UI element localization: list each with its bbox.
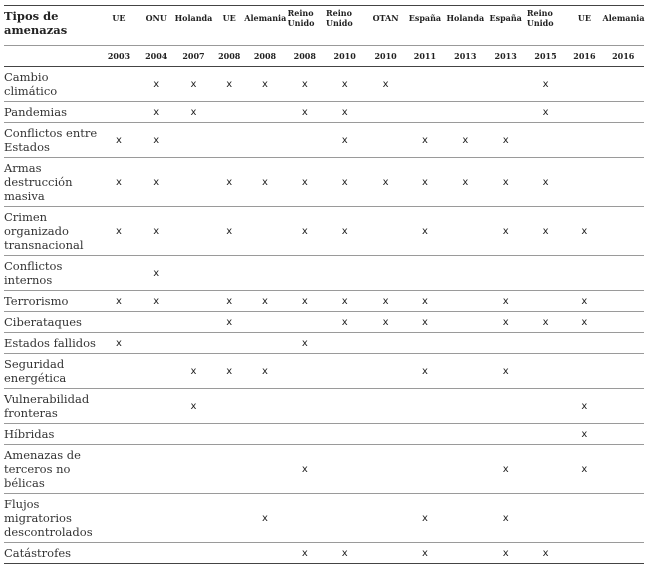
table-cell-mark (487, 102, 525, 123)
table-cell-mark (214, 123, 244, 158)
column-header-org: ONU (140, 6, 173, 46)
table-cell-mark (324, 494, 365, 543)
table-cell-mark (286, 312, 324, 333)
table-cell-mark (324, 333, 365, 354)
table-cell-mark (365, 123, 405, 158)
table-row (4, 158, 644, 207)
table-cell-mark: x (566, 291, 602, 312)
table-cell-mark (173, 123, 214, 158)
column-header-org: Alemania (244, 6, 285, 46)
table-cell-mark: x (566, 312, 602, 333)
table-cell-mark: x (324, 102, 365, 123)
column-header-year: 2013 (444, 46, 486, 67)
table-cell-mark (406, 445, 444, 494)
table-cell-mark (487, 256, 525, 291)
table-cell-mark (173, 291, 214, 312)
table-cell-mark (603, 102, 645, 123)
table-row (4, 102, 644, 123)
table-cell-mark: x (140, 123, 173, 158)
table-cell-mark (98, 67, 139, 102)
table-cell-mark (525, 424, 566, 445)
column-header-org: UE (566, 6, 602, 46)
table-cell-mark (140, 312, 173, 333)
table-cell-mark (244, 445, 285, 494)
threat-label: Conflictos entre Estados (4, 123, 98, 158)
table-cell-mark (98, 494, 139, 543)
table-cell-mark (140, 445, 173, 494)
threat-label: Amenazas de terceros no bélicas (4, 445, 98, 494)
table-cell-mark (603, 333, 645, 354)
table-cell-mark (444, 445, 486, 494)
table-cell-mark (244, 312, 285, 333)
table-cell-mark (603, 158, 645, 207)
table-cell-mark (487, 424, 525, 445)
table-cell-mark: x (98, 333, 139, 354)
column-header-year: 2003 (98, 46, 139, 67)
table-cell-mark (603, 494, 645, 543)
table-cell-mark: x (525, 543, 566, 564)
table-cell-mark (525, 256, 566, 291)
table-cell-mark (98, 102, 139, 123)
table-cell-mark (406, 256, 444, 291)
table-row (4, 123, 644, 158)
table-cell-mark (214, 102, 244, 123)
table-cell-mark: x (286, 543, 324, 564)
table-cell-mark: x (324, 123, 365, 158)
table-cell-mark (525, 291, 566, 312)
table-cell-mark: x (214, 207, 244, 256)
table-cell-mark: x (487, 543, 525, 564)
threat-label: Estados fallidos (4, 333, 98, 354)
table-cell-mark: x (406, 494, 444, 543)
table-cell-mark (140, 389, 173, 424)
table-cell-mark: x (487, 354, 525, 389)
table-cell-mark (98, 354, 139, 389)
table-cell-mark (406, 333, 444, 354)
table-cell-mark (603, 312, 645, 333)
column-header-org: Alemania (603, 6, 645, 46)
table-cell-mark (566, 333, 602, 354)
table-cell-mark (214, 445, 244, 494)
threat-label: Conflictos internos (4, 256, 98, 291)
threat-label: Crimen organizado transnacional (4, 207, 98, 256)
table-cell-mark (286, 256, 324, 291)
table-cell-mark (98, 543, 139, 564)
table-row (4, 291, 644, 312)
table-cell-mark: x (173, 354, 214, 389)
column-header-year: 2004 (140, 46, 173, 67)
table-cell-mark (324, 354, 365, 389)
table-cell-mark (244, 102, 285, 123)
table-cell-mark: x (406, 354, 444, 389)
table-cell-mark (140, 543, 173, 564)
table-cell-mark (444, 291, 486, 312)
table-cell-mark (566, 67, 602, 102)
table-cell-mark: x (487, 312, 525, 333)
table-cell-mark (406, 389, 444, 424)
table-cell-mark: x (140, 207, 173, 256)
table-cell-mark (406, 102, 444, 123)
column-header-org: España (487, 6, 525, 46)
table-cell-mark (365, 494, 405, 543)
table-cell-mark: x (365, 158, 405, 207)
table-cell-mark: x (444, 158, 486, 207)
table-cell-mark (173, 312, 214, 333)
table-cell-mark: x (173, 67, 214, 102)
table-cell-mark: x (244, 67, 285, 102)
table-cell-mark: x (214, 67, 244, 102)
table-cell-mark: x (487, 494, 525, 543)
table-cell-mark (214, 389, 244, 424)
table-cell-mark (444, 67, 486, 102)
table-cell-mark (244, 424, 285, 445)
column-header-year: 2010 (365, 46, 405, 67)
table-cell-mark: x (487, 445, 525, 494)
table-cell-mark: x (324, 312, 365, 333)
table-cell-mark: x (244, 494, 285, 543)
year-header-empty (4, 46, 98, 67)
column-header-year: 2008 (244, 46, 285, 67)
table-cell-mark: x (324, 207, 365, 256)
table-cell-mark: x (365, 67, 405, 102)
column-header-year: 2007 (173, 46, 214, 67)
column-header-org: UE (98, 6, 139, 46)
table-cell-mark (98, 445, 139, 494)
table-cell-mark (365, 102, 405, 123)
table-cell-mark (444, 312, 486, 333)
table-cell-mark (286, 389, 324, 424)
table-cell-mark (365, 256, 405, 291)
column-header-year: 2016 (603, 46, 645, 67)
table-cell-mark (603, 445, 645, 494)
table-cell-mark (214, 256, 244, 291)
table-cell-mark: x (98, 123, 139, 158)
table-cell-mark: x (487, 158, 525, 207)
table-cell-mark (173, 494, 214, 543)
table-cell-mark: x (324, 67, 365, 102)
table-row (4, 256, 644, 291)
column-header-org: UE (214, 6, 244, 46)
column-header-year: 2008 (214, 46, 244, 67)
table-cell-mark (365, 333, 405, 354)
table-cell-mark (603, 354, 645, 389)
threat-label: Seguridad energética (4, 354, 98, 389)
table-cell-mark (487, 389, 525, 424)
table-cell-mark: x (444, 123, 486, 158)
table-cell-mark (140, 354, 173, 389)
table-cell-mark: x (286, 291, 324, 312)
column-header-org: Holanda (173, 6, 214, 46)
table-cell-mark (444, 494, 486, 543)
table-cell-mark: x (286, 445, 324, 494)
table-cell-mark: x (214, 312, 244, 333)
table-cell-mark (525, 123, 566, 158)
column-header-year: 2013 (487, 46, 525, 67)
table-cell-mark (173, 333, 214, 354)
table-cell-mark: x (324, 291, 365, 312)
threat-label: Cambio climático (4, 67, 98, 102)
threats-table-container (4, 5, 644, 564)
table-cell-mark (603, 67, 645, 102)
table-cell-mark (324, 256, 365, 291)
table-cell-mark: x (140, 102, 173, 123)
table-cell-mark: x (173, 102, 214, 123)
table-cell-mark (140, 494, 173, 543)
table-cell-mark (173, 424, 214, 445)
table-cell-mark (406, 67, 444, 102)
column-header-year: 2015 (525, 46, 566, 67)
column-header-year: 2008 (286, 46, 324, 67)
table-cell-mark: x (525, 158, 566, 207)
table-cell-mark (173, 543, 214, 564)
table-cell-mark: x (140, 291, 173, 312)
table-cell-mark (286, 123, 324, 158)
column-header-org: España (406, 6, 444, 46)
table-row (4, 354, 644, 389)
table-cell-mark: x (214, 291, 244, 312)
table-cell-mark (365, 543, 405, 564)
table-cell-mark (525, 494, 566, 543)
table-cell-mark: x (140, 256, 173, 291)
table-cell-mark: x (525, 67, 566, 102)
threats-table (4, 5, 644, 564)
table-cell-mark: x (406, 123, 444, 158)
table-cell-mark (244, 256, 285, 291)
table-cell-mark: x (365, 312, 405, 333)
table-cell-mark: x (286, 333, 324, 354)
table-cell-mark (214, 494, 244, 543)
table-cell-mark (603, 424, 645, 445)
table-cell-mark: x (244, 354, 285, 389)
table-cell-mark (98, 312, 139, 333)
table-cell-mark: x (98, 291, 139, 312)
table-cell-mark (173, 256, 214, 291)
table-cell-mark: x (566, 207, 602, 256)
table-cell-mark (566, 123, 602, 158)
table-cell-mark: x (98, 207, 139, 256)
table-cell-mark (244, 543, 285, 564)
table-cell-mark (286, 424, 324, 445)
table-cell-mark (244, 389, 285, 424)
table-row (4, 207, 644, 256)
table-cell-mark (324, 389, 365, 424)
table-cell-mark (566, 494, 602, 543)
table-cell-mark (365, 354, 405, 389)
table-cell-mark: x (566, 389, 602, 424)
table-cell-mark: x (214, 354, 244, 389)
table-cell-mark (365, 389, 405, 424)
table-cell-mark (444, 424, 486, 445)
threat-label: Armas destrucción masiva (4, 158, 98, 207)
table-cell-mark (244, 333, 285, 354)
header-threat-types: Tipos de amenazas (4, 6, 98, 46)
table-cell-mark: x (406, 291, 444, 312)
table-cell-mark (444, 102, 486, 123)
table-cell-mark (140, 333, 173, 354)
table-cell-mark (214, 543, 244, 564)
table-cell-mark (603, 389, 645, 424)
table-cell-mark: x (286, 102, 324, 123)
table-cell-mark: x (487, 123, 525, 158)
threat-label: Híbridas (4, 424, 98, 445)
table-cell-mark (566, 354, 602, 389)
table-cell-mark (566, 158, 602, 207)
table-cell-mark: x (525, 312, 566, 333)
table-cell-mark (444, 333, 486, 354)
column-header-org: Reino Unido (525, 6, 566, 46)
table-cell-mark: x (286, 67, 324, 102)
table-cell-mark: x (365, 291, 405, 312)
table-cell-mark (140, 424, 173, 445)
year-header-row (4, 46, 644, 67)
table-row (4, 312, 644, 333)
table-cell-mark (603, 207, 645, 256)
column-header-org: OTAN (365, 6, 405, 46)
table-cell-mark (603, 543, 645, 564)
threat-label: Pandemias (4, 102, 98, 123)
table-cell-mark: x (324, 158, 365, 207)
table-cell-mark: x (244, 158, 285, 207)
table-cell-mark: x (566, 424, 602, 445)
table-row (4, 543, 644, 564)
table-cell-mark (98, 389, 139, 424)
threat-label: Catástrofes (4, 543, 98, 564)
org-header-row (4, 6, 644, 46)
threat-label: Ciberataques (4, 312, 98, 333)
table-cell-mark: x (214, 158, 244, 207)
table-row (4, 333, 644, 354)
table-cell-mark (487, 333, 525, 354)
table-cell-mark (603, 291, 645, 312)
table-cell-mark: x (406, 158, 444, 207)
table-cell-mark (603, 123, 645, 158)
table-cell-mark (173, 445, 214, 494)
table-cell-mark: x (173, 389, 214, 424)
table-cell-mark: x (244, 291, 285, 312)
threat-label: Terrorismo (4, 291, 98, 312)
column-header-org: Holanda (444, 6, 486, 46)
column-header-year: 2016 (566, 46, 602, 67)
table-cell-mark (365, 424, 405, 445)
table-cell-mark (365, 445, 405, 494)
table-cell-mark (444, 389, 486, 424)
table-cell-mark: x (406, 543, 444, 564)
table-cell-mark (214, 333, 244, 354)
table-cell-mark (98, 256, 139, 291)
table-cell-mark (173, 158, 214, 207)
table-cell-mark (525, 354, 566, 389)
table-cell-mark: x (140, 67, 173, 102)
table-cell-mark (566, 256, 602, 291)
table-cell-mark (566, 543, 602, 564)
column-header-org: Reino Unido (286, 6, 324, 46)
table-cell-mark: x (140, 158, 173, 207)
table-cell-mark: x (324, 543, 365, 564)
table-cell-mark: x (406, 207, 444, 256)
table-row (4, 389, 644, 424)
column-header-year: 2010 (324, 46, 365, 67)
table-cell-mark (324, 424, 365, 445)
table-cell-mark (444, 354, 486, 389)
table-cell-mark: x (487, 291, 525, 312)
table-row (4, 494, 644, 543)
table-cell-mark (286, 494, 324, 543)
table-cell-mark (286, 354, 324, 389)
table-cell-mark (566, 102, 602, 123)
table-cell-mark (487, 67, 525, 102)
table-cell-mark: x (286, 158, 324, 207)
table-row (4, 424, 644, 445)
table-cell-mark (525, 333, 566, 354)
table-cell-mark (525, 389, 566, 424)
table-cell-mark (173, 207, 214, 256)
table-cell-mark (603, 256, 645, 291)
table-cell-mark (365, 207, 405, 256)
table-cell-mark: x (487, 207, 525, 256)
table-cell-mark (406, 424, 444, 445)
table-cell-mark (98, 424, 139, 445)
table-cell-mark: x (406, 312, 444, 333)
table-cell-mark: x (525, 207, 566, 256)
threat-label: Vulnerabilidad fronteras (4, 389, 98, 424)
threat-label: Flujos migratorios descontrolados (4, 494, 98, 543)
table-cell-mark (444, 207, 486, 256)
table-cell-mark (324, 445, 365, 494)
table-cell-mark: x (98, 158, 139, 207)
table-cell-mark: x (566, 445, 602, 494)
column-header-org: Reino Unido (324, 6, 365, 46)
table-cell-mark: x (525, 102, 566, 123)
column-header-year: 2011 (406, 46, 444, 67)
table-cell-mark (525, 445, 566, 494)
table-cell-mark (244, 207, 285, 256)
table-cell-mark (444, 543, 486, 564)
table-row (4, 67, 644, 102)
table-cell-mark (444, 256, 486, 291)
threats-table-body (4, 67, 644, 564)
table-row (4, 445, 644, 494)
table-cell-mark (244, 123, 285, 158)
table-cell-mark: x (286, 207, 324, 256)
table-cell-mark (214, 424, 244, 445)
